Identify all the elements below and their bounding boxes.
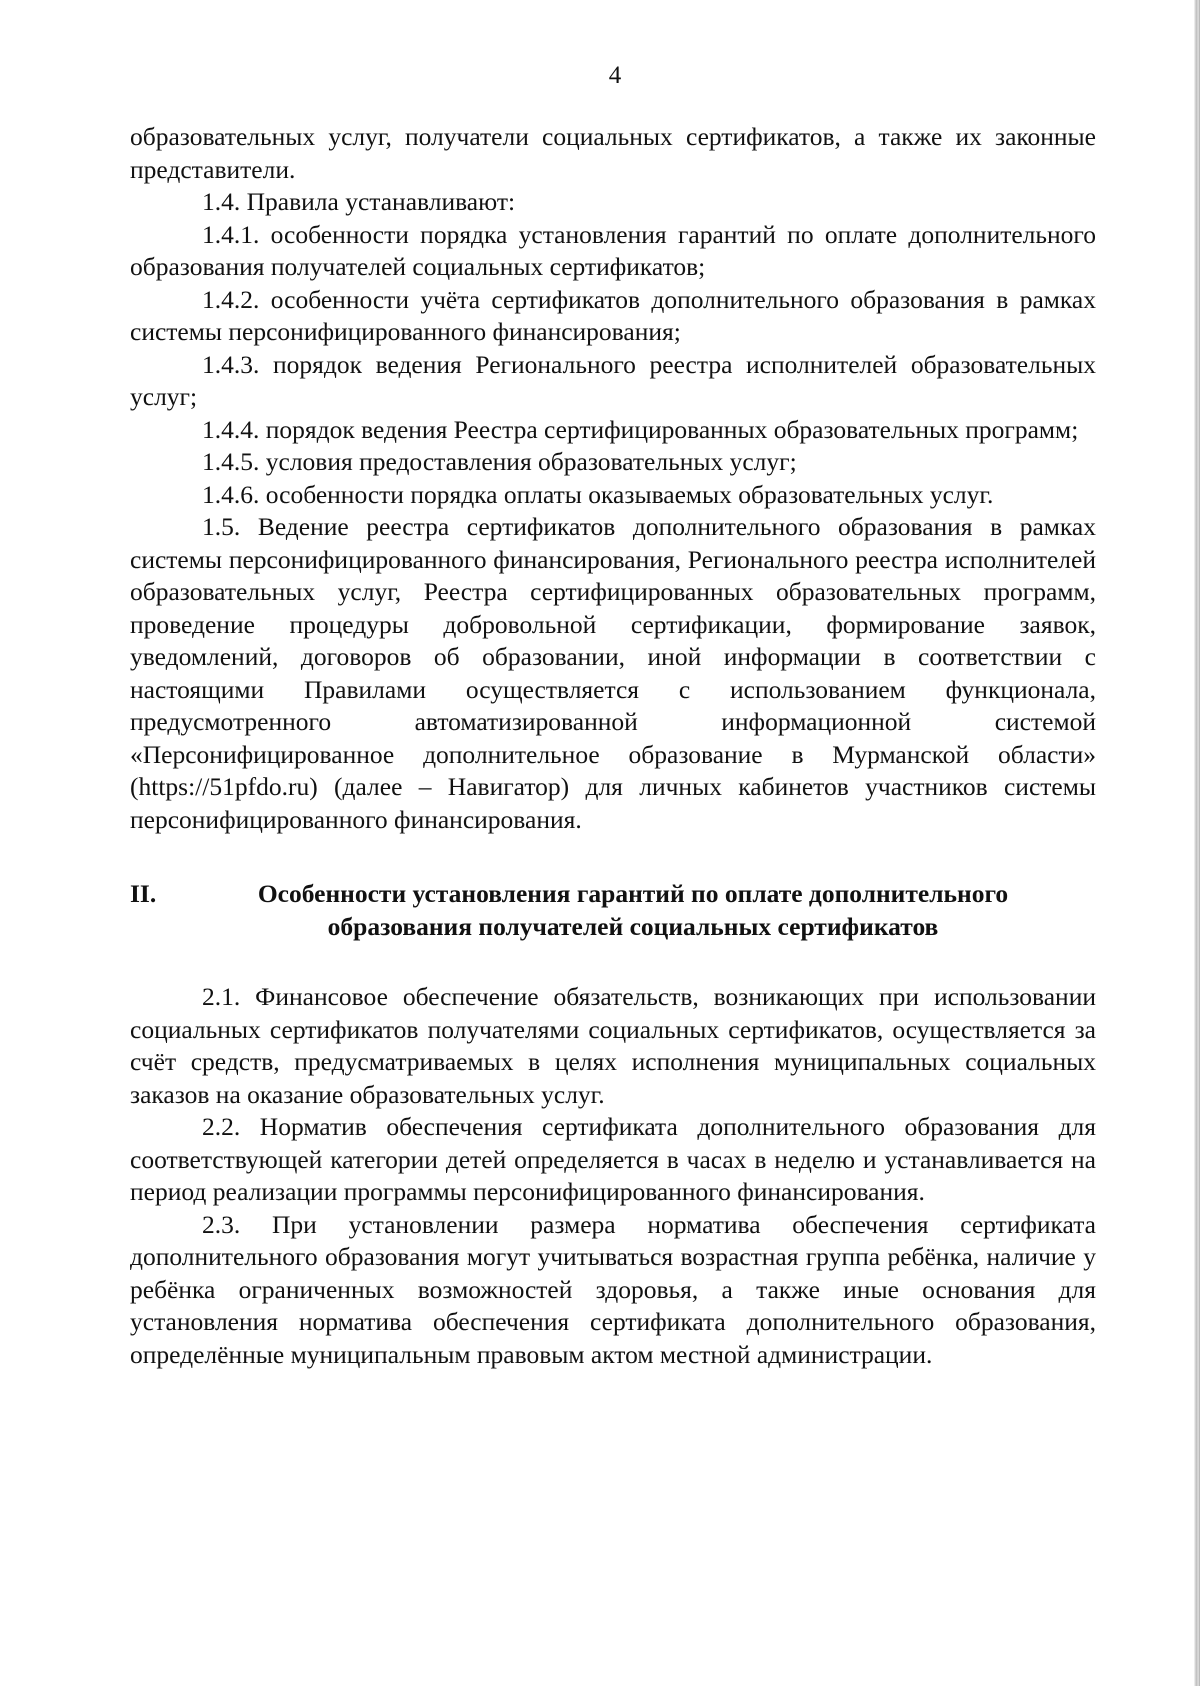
section-title: Особенности установления гарантий по оплате дополнительного образования получателей социальных сертификатов bbox=[257, 879, 1009, 941]
paragraph: 1.4. Правила устанавливают: bbox=[202, 187, 516, 216]
scan-edge-shadow bbox=[1194, 0, 1200, 1686]
paragraph: 1.4.6. особенности порядка оплаты оказываемых образовательных услуг. bbox=[202, 479, 994, 509]
paragraph: 1.4.2. особенности учёта сертификатов дополнительного образования в рамках системы персонифицированного финансирования; bbox=[130, 284, 1096, 346]
paragraph: 1.4.1. особенности порядка установления гарантий по оплате дополнительного образования получателей социальных сертификатов; bbox=[130, 219, 1096, 281]
paragraph: образовательных услуг, получатели социальных сертификатов, а также их законные представители. bbox=[130, 122, 1096, 184]
document-body bbox=[130, 121, 1096, 1371]
paragraph: 2.1. Финансовое обеспечение обязательств, возникающих при использовании социальных сертификатов получателями социальных сертификатов, осуществляется за счёт средств, предусматриваемых в целях исполнения муниципальных социальных заказов на оказание образовательных услуг. bbox=[130, 982, 1096, 1109]
section-heading bbox=[130, 878, 1096, 943]
section-number: II. bbox=[130, 879, 157, 908]
paragraph: 2.2. Норматив обеспечения сертификата дополнительного образования для соответствующей категории детей определяется в часах в неделю и устанавливается на период реализации программы персонифицированного финансирования. bbox=[130, 1112, 1096, 1206]
paragraph: 1.4.3. порядок ведения Регионального реестра исполнителей образовательных услуг; bbox=[130, 349, 1096, 411]
paragraph: 1.5. Ведение реестра сертификатов дополнительного образования в рамках системы персонифицированного финансирования, Регионального реестра исполнителей образовательных услуг, Реестра сертифицированных образовательных программ, проведение процедуры добровольной сертификации, формирование заявок, уведомлений, договоров об образовании, иной информации в соответствии с настоящими Правилами осуществляется с использованием функционала, предусмотренного автоматизированной информационной системой «Персонифицированное дополнительное образование в Мурманской области» (https://51pfdo.ru) (далее – Навигатор) для личных кабинетов участников системы персонифицированного финансирования. bbox=[130, 512, 1096, 834]
page-number: 4 bbox=[608, 62, 622, 89]
paragraph: 1.4.5. условия предоставления образовательных услуг; bbox=[202, 447, 797, 476]
paragraph: 1.4.4. порядок ведения Реестра сертифицированных образовательных программ; bbox=[202, 414, 1079, 444]
paragraph: 2.3. При установлении размера норматива обеспечения сертификата дополнительного образования могут учитываться возрастная группа ребёнка, наличие у ребёнка ограниченных возможностей здоровья, а также иные основания для установления норматива обеспечения сертификата дополнительного образования, определённые муниципальным правовым актом местной администрации. bbox=[130, 1209, 1096, 1369]
